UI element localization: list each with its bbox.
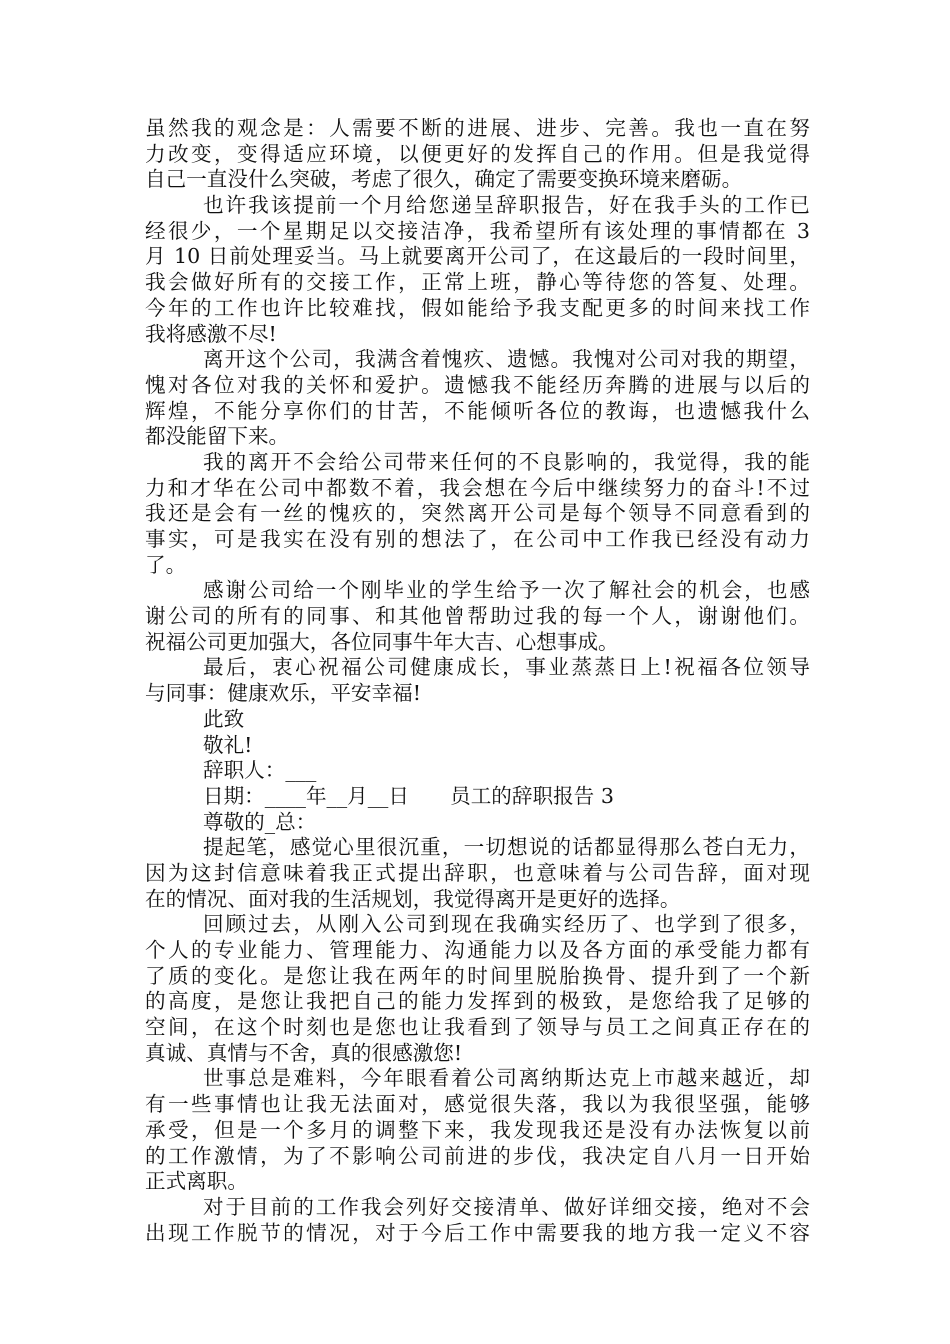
text-line: 的工作激情，为了不影响公司前进的步伐，我决定自八月一日开始	[145, 1143, 810, 1168]
text-line: 空间，在这个时刻也是您也让我看到了领导与员工之间真正存在的	[145, 1015, 810, 1040]
text-line: 日期：____年__月__日 员工的辞职报告 3	[203, 783, 614, 808]
text-line: 我将感激不尽!	[145, 321, 277, 346]
text-line: 感谢公司给一个刚毕业的学生给予一次了解社会的机会，也感	[203, 578, 810, 603]
text-line: 也许我该提前一个月给您递呈辞职报告，好在我手头的工作已	[203, 193, 810, 218]
text-line: 我还是会有一丝的愧疚的，突然离开公司是每个领导不同意看到的	[145, 501, 810, 526]
text-line: 有一些事情也让我无法面对，感觉很失落，我以为我很坚强，能够	[145, 1092, 810, 1117]
text-line: 的高度，是您让我把自己的能力发挥到的极致，是您给我了足够的	[145, 989, 810, 1014]
text-line: 力改变，变得适应环境，以便更好的发挥自己的作用。但是我觉得	[145, 141, 810, 166]
text-line: 敬礼!	[203, 732, 253, 757]
text-line: 了。	[145, 552, 187, 577]
text-line: 月 10 日前处理妥当。马上就要离开公司了，在这最后的一段时间里，	[145, 244, 810, 269]
text-line: 我会做好所有的交接工作，正常上班，静心等待您的答复、处理。	[145, 270, 810, 295]
text-line: 愧对各位对我的关怀和爱护。遗憾我不能经历奔腾的进展与以后的	[145, 372, 810, 397]
text-line: 辞职人：___	[203, 758, 317, 783]
text-line: 承受，但是一个多月的调整下来，我发现我还是没有办法恢复以前	[145, 1117, 810, 1142]
text-line: 谢公司的所有的同事、和其他曾帮助过我的每一个人，谢谢他们。	[145, 604, 810, 629]
text-line: 祝福公司更加强大，各位同事牛年大吉、心想事成。	[145, 629, 619, 654]
text-line: 此致	[203, 706, 245, 731]
text-line: 辉煌，不能分享你们的甘苦，不能倾听各位的教诲，也遗憾我什么	[145, 398, 810, 423]
text-line: 虽然我的观念是：人需要不断的进展、进步、完善。我也一直在努	[145, 116, 810, 140]
text-line: 尊敬的_总：	[203, 809, 317, 834]
text-line: 我的离开不会给公司带来任何的不良影响的，我觉得，我的能	[203, 449, 810, 474]
text-line: 在的情况、面对我的生活规划，我觉得离开是更好的选择。	[145, 886, 681, 911]
document-body	[145, 116, 810, 1246]
text-line: 最后，衷心祝福公司健康成长，事业蒸蒸日上!祝福各位领导	[203, 655, 810, 680]
text-line: 事实，可是我实在没有别的想法了，在公司中工作我已经没有动力	[145, 527, 810, 551]
text-line: 自己一直没什么突破，考虑了很久，确定了需要变换环境来磨砺。	[145, 167, 743, 192]
text-line: 正式离职。	[145, 1169, 248, 1194]
text-line: 离开这个公司，我满含着愧疚、遗憾。我愧对公司对我的期望，	[203, 347, 810, 372]
text-line: 回顾过去，从刚入公司到现在我确实经历了、也学到了很多，	[203, 912, 810, 937]
text-line: 力和才华在公司中都数不着，我会想在今后中继续努力的奋斗!不过	[145, 475, 810, 500]
text-line: 出现工作脱节的情况，对于今后工作中需要我的地方我一定义不容	[145, 1220, 810, 1245]
text-line: 经很少，一个星期足以交接洁净，我希望所有该处理的事情都在 3	[145, 218, 810, 243]
text-line: 都没能留下来。	[145, 424, 290, 449]
text-line: 提起笔，感觉心里很沉重，一切想说的话都显得那么苍白无力，	[203, 835, 810, 860]
text-line: 个人的专业能力、管理能力、沟通能力以及各方面的承受能力都有	[145, 938, 810, 962]
text-line: 了质的变化。是您让我在两年的时间里脱胎换骨、提升到了一个新	[145, 963, 810, 988]
text-line: 因为这封信意味着我正式提出辞职，也意味着与公司告辞，面对现	[145, 860, 810, 885]
text-line: 与同事：健康欢乐，平安幸福!	[145, 681, 421, 706]
text-line: 今年的工作也许比较难找，假如能给予我支配更多的时间来找工作	[145, 295, 810, 320]
text-line: 世事总是难料，今年眼看着公司离纳斯达克上市越来越近，却	[203, 1066, 810, 1091]
text-line: 对于目前的工作我会列好交接清单、做好详细交接，绝对不会	[203, 1194, 810, 1219]
text-line: 真诚、真情与不舍，真的很感激您!	[145, 1040, 463, 1065]
